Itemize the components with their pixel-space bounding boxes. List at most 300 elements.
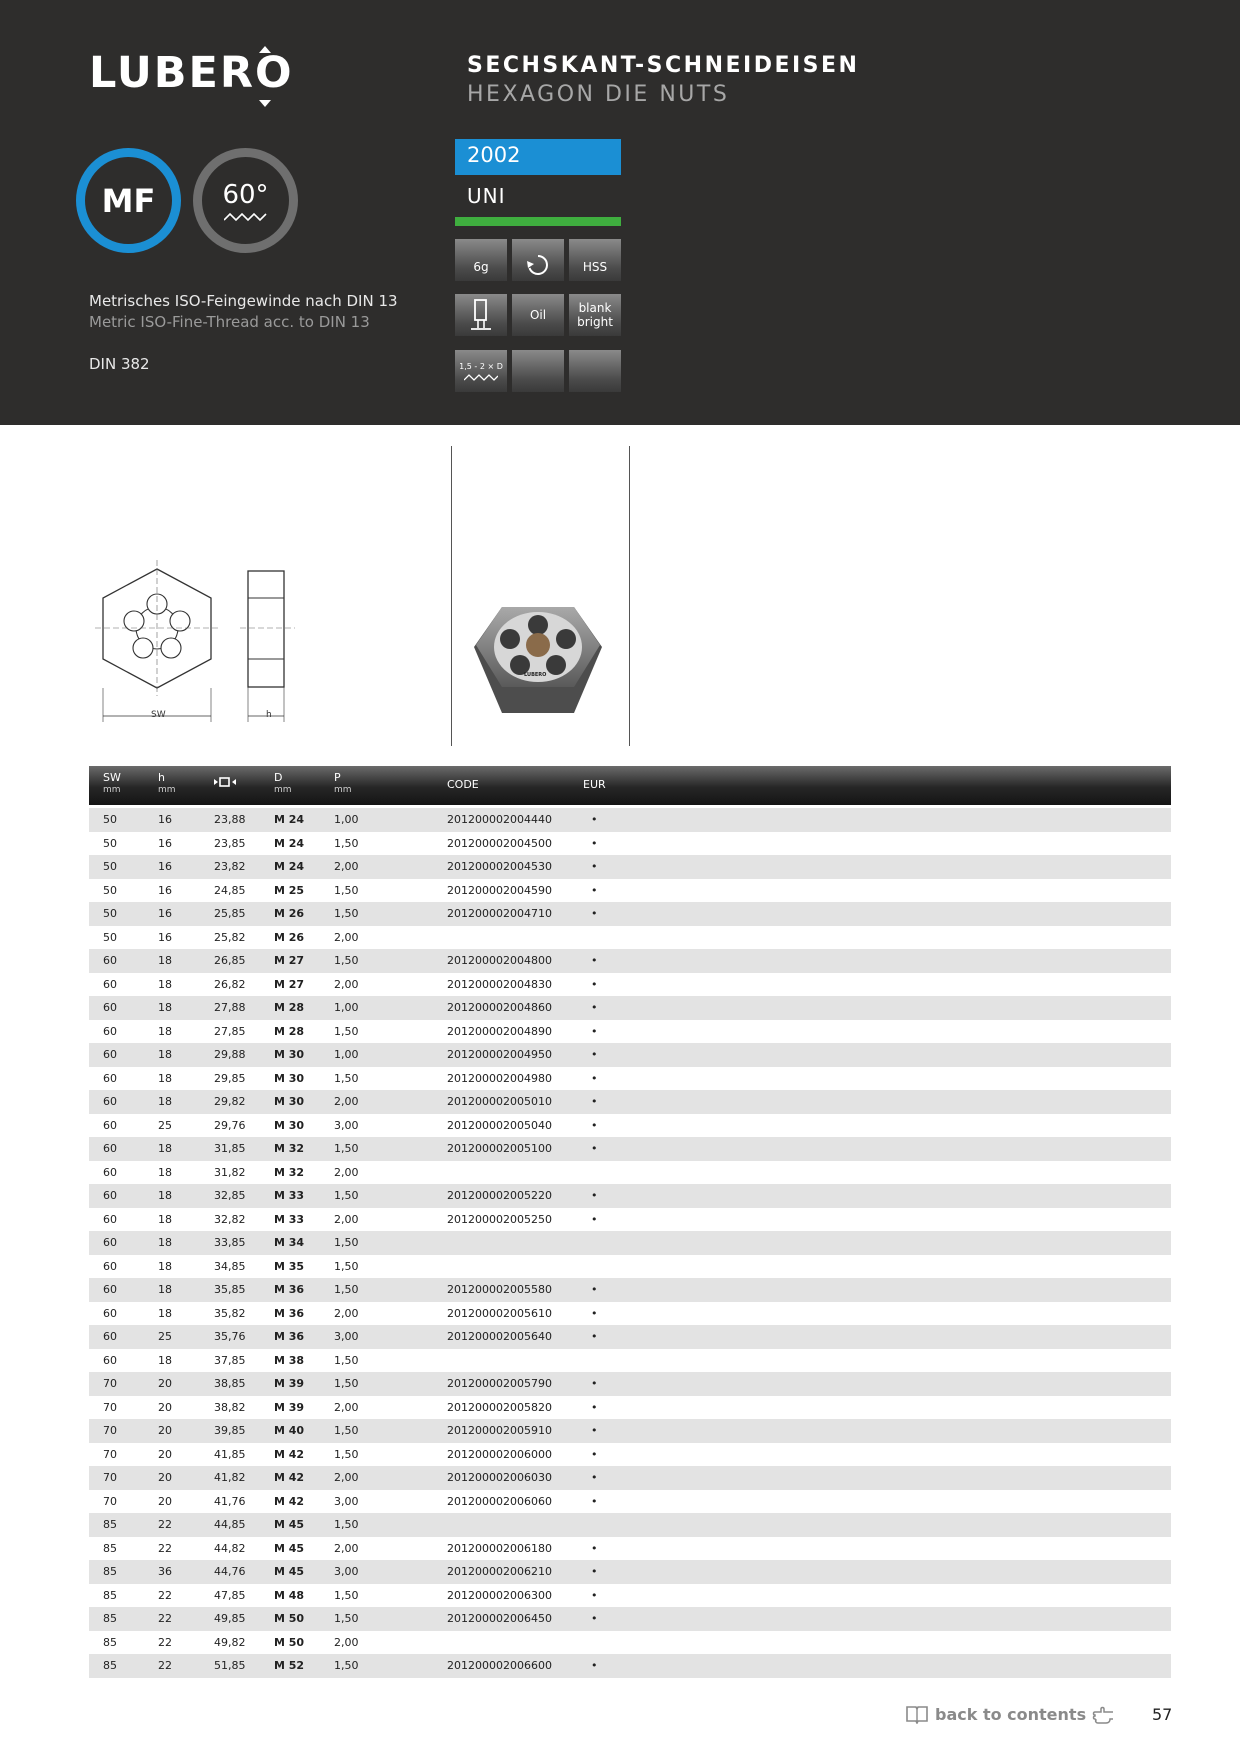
cell-sw: 50 — [103, 860, 117, 873]
cell-h: 18 — [158, 1001, 172, 1014]
cell-d: M 34 — [274, 1236, 305, 1249]
cell-eur: • — [591, 1659, 598, 1672]
page-title-en: HEXAGON DIE NUTS — [467, 82, 730, 107]
cell-p: 1,00 — [334, 1001, 359, 1014]
cell-d1: 39,85 — [214, 1424, 246, 1437]
cell-d: M 38 — [274, 1353, 305, 1367]
cell-code: 201200002006450 — [447, 1612, 552, 1625]
cell-sw: 85 — [103, 1612, 117, 1625]
table-row — [89, 1043, 1171, 1067]
cell-d1: 41,85 — [214, 1447, 246, 1461]
cell-d: M 45 — [274, 1565, 305, 1578]
cell-h: 20 — [158, 1400, 172, 1414]
table-row — [89, 1114, 1171, 1138]
table-row — [89, 1090, 1171, 1114]
rotation-icon — [525, 252, 551, 278]
product-type: UNI — [467, 184, 506, 208]
cell-eur: • — [591, 1071, 598, 1085]
cell-code: 201200002006180 — [447, 1541, 552, 1555]
cell-d: M 39 — [274, 1377, 305, 1390]
cell-sw: 60 — [103, 1259, 117, 1273]
table-row — [89, 1020, 1171, 1044]
tile-coolant — [512, 294, 564, 336]
table-row — [89, 973, 1171, 997]
cell-code: 201200002004860 — [447, 1001, 552, 1014]
cell-d: M 28 — [274, 1001, 305, 1014]
table-row — [89, 832, 1171, 856]
cell-sw: 50 — [103, 907, 117, 920]
table-row — [89, 1184, 1171, 1208]
cell-eur: • — [591, 1377, 598, 1390]
cell-d: M 24 — [274, 860, 305, 873]
cell-sw: 60 — [103, 1330, 117, 1343]
table-row — [89, 1278, 1171, 1302]
cell-p: 1,50 — [334, 1424, 359, 1437]
cell-code: 201200002005610 — [447, 1306, 552, 1320]
cell-h: 18 — [158, 1259, 172, 1273]
cell-d1: 35,76 — [214, 1330, 246, 1343]
cell-h: 22 — [158, 1659, 172, 1672]
cell-eur: • — [591, 1400, 598, 1414]
cell-p: 2,00 — [334, 1400, 359, 1414]
cell-h: 20 — [158, 1424, 172, 1437]
cell-d1: 26,82 — [214, 977, 246, 991]
cell-h: 20 — [158, 1471, 172, 1484]
cell-code: 201200002006000 — [447, 1447, 552, 1461]
cell-code: 201200002006210 — [447, 1565, 552, 1578]
cell-eur: • — [591, 907, 598, 920]
cell-code: 201200002005820 — [447, 1400, 552, 1414]
cell-h: 16 — [158, 930, 172, 944]
cell-code: 201200002005580 — [447, 1283, 552, 1296]
cell-d: M 33 — [274, 1189, 305, 1202]
cell-sw: 60 — [103, 1024, 117, 1038]
cell-p: 1,50 — [334, 1189, 359, 1202]
cell-eur: • — [591, 1212, 598, 1226]
cell-h: 18 — [158, 1071, 172, 1085]
cell-p: 1,50 — [334, 907, 359, 920]
table-row — [89, 879, 1171, 903]
angle-badge — [193, 148, 298, 253]
cell-sw: 60 — [103, 954, 117, 967]
back-to-contents-link[interactable] — [905, 1704, 1114, 1724]
cell-h: 22 — [158, 1541, 172, 1555]
cell-d1: 25,82 — [214, 930, 246, 944]
cell-d1: 23,88 — [214, 813, 246, 826]
cell-p: 2,00 — [334, 1306, 359, 1320]
cell-eur: • — [591, 1612, 598, 1625]
cell-p: 1,50 — [334, 1071, 359, 1085]
cell-sw: 60 — [103, 1071, 117, 1085]
cell-sw: 85 — [103, 1518, 117, 1531]
cell-d1: 41,76 — [214, 1494, 246, 1508]
cell-d: M 32 — [274, 1165, 305, 1179]
tile-empty-1 — [512, 350, 564, 392]
cell-d1: 47,85 — [214, 1588, 246, 1602]
cell-h: 22 — [158, 1612, 172, 1625]
cell-d: M 42 — [274, 1471, 305, 1484]
table-row — [89, 1631, 1171, 1655]
cell-p: 1,50 — [334, 1024, 359, 1038]
back-to-contents-label: back to contents — [935, 1704, 1087, 1724]
cell-p: 1,50 — [334, 1518, 359, 1531]
cell-d: M 24 — [274, 836, 305, 850]
cell-h: 18 — [158, 954, 172, 967]
cell-h: 22 — [158, 1635, 172, 1649]
cell-p: 3,00 — [334, 1494, 359, 1508]
table-row — [89, 1419, 1171, 1443]
cell-h: 18 — [158, 1142, 172, 1155]
table-body — [89, 808, 1171, 1678]
cell-h: 18 — [158, 1236, 172, 1249]
cell-p: 2,00 — [334, 1165, 359, 1179]
tile-tolerance-label: 6g — [473, 260, 489, 274]
cell-code: 201200002005790 — [447, 1377, 552, 1390]
cell-sw: 60 — [103, 977, 117, 991]
cell-code: 201200002004530 — [447, 860, 552, 873]
cell-eur: • — [591, 954, 598, 967]
cell-eur: • — [591, 1471, 598, 1484]
cell-eur: • — [591, 1330, 598, 1343]
cell-sw: 50 — [103, 930, 117, 944]
table-row — [89, 1255, 1171, 1279]
thread-depth-icon — [464, 374, 498, 382]
cell-d: M 30 — [274, 1071, 305, 1085]
cell-code: 201200002005220 — [447, 1189, 552, 1202]
drawing-sw-label: SW — [151, 710, 166, 720]
cell-d1: 29,76 — [214, 1118, 246, 1132]
tile-surface-label: blank bright — [577, 301, 613, 329]
table-row — [89, 1372, 1171, 1396]
table-row — [89, 1654, 1171, 1678]
cell-eur: • — [591, 860, 598, 873]
table-row — [89, 855, 1171, 879]
tile-surface — [569, 294, 621, 336]
tile-material-label: HSS — [582, 260, 608, 274]
table-row — [89, 1607, 1171, 1631]
cell-code: 201200002006300 — [447, 1588, 552, 1602]
cell-h: 25 — [158, 1118, 172, 1132]
svg-text:LUBERO: LUBERO — [524, 672, 547, 678]
cell-h: 18 — [158, 1353, 172, 1367]
cell-d1: 32,82 — [214, 1212, 246, 1226]
cell-h: 18 — [158, 1212, 172, 1226]
table-row — [89, 1396, 1171, 1420]
logo-mark-bottom — [259, 100, 271, 107]
cell-d1: 37,85 — [214, 1353, 246, 1367]
cell-eur: • — [591, 1424, 598, 1437]
cell-h: 16 — [158, 813, 172, 826]
cell-d1: 31,85 — [214, 1142, 246, 1155]
cell-d1: 51,85 — [214, 1659, 246, 1672]
cell-h: 18 — [158, 1024, 172, 1038]
table-row — [89, 1443, 1171, 1467]
cell-eur: • — [591, 1095, 598, 1108]
cell-sw: 85 — [103, 1659, 117, 1672]
cell-eur: • — [591, 1118, 598, 1132]
type-color-bar — [455, 217, 621, 226]
cell-d: M 35 — [274, 1259, 305, 1273]
pointing-hand-icon — [1092, 1704, 1114, 1724]
cell-d1: 29,82 — [214, 1095, 246, 1108]
cell-sw: 50 — [103, 883, 117, 897]
cell-d: M 40 — [274, 1424, 305, 1437]
cell-d1: 49,82 — [214, 1635, 246, 1649]
cell-sw: 70 — [103, 1494, 117, 1508]
cell-d: M 33 — [274, 1212, 305, 1226]
cell-sw: 60 — [103, 1165, 117, 1179]
cell-d: M 36 — [274, 1306, 305, 1320]
cell-d: M 26 — [274, 907, 305, 920]
cell-h: 22 — [158, 1588, 172, 1602]
cell-sw: 60 — [103, 1048, 117, 1061]
cell-code: 201200002006600 — [447, 1659, 552, 1672]
cell-d: M 28 — [274, 1024, 305, 1038]
cell-sw: 85 — [103, 1635, 117, 1649]
cell-p: 1,00 — [334, 813, 359, 826]
cell-d1: 29,85 — [214, 1071, 246, 1085]
cell-d1: 44,85 — [214, 1518, 246, 1531]
logo-text: LUBERO — [89, 48, 294, 98]
cell-d: M 27 — [274, 954, 305, 967]
cell-d1: 35,85 — [214, 1283, 246, 1296]
cell-d: M 45 — [274, 1518, 305, 1531]
cell-eur: • — [591, 977, 598, 991]
table-row — [89, 1067, 1171, 1091]
cell-sw: 60 — [103, 1353, 117, 1367]
cell-p: 1,00 — [334, 1048, 359, 1061]
cell-sw: 60 — [103, 1189, 117, 1202]
cell-sw: 60 — [103, 1212, 117, 1226]
cell-d: M 52 — [274, 1659, 305, 1672]
cell-sw: 70 — [103, 1424, 117, 1437]
cell-d: M 42 — [274, 1494, 305, 1508]
cell-eur: • — [591, 1494, 598, 1508]
cell-eur: • — [591, 1565, 598, 1578]
cell-code: 201200002004800 — [447, 954, 552, 967]
tile-material — [569, 239, 621, 281]
mf-badge — [76, 148, 181, 253]
cell-p: 1,50 — [334, 1236, 359, 1249]
divider-right — [629, 446, 630, 746]
cell-code: 201200002005010 — [447, 1095, 552, 1108]
cell-sw: 60 — [103, 1095, 117, 1108]
cell-d: M 25 — [274, 883, 305, 897]
cell-code: 201200002005910 — [447, 1424, 552, 1437]
cell-d1: 32,85 — [214, 1189, 246, 1202]
page-title-de: SECHSKANT-SCHNEIDEISEN — [467, 53, 860, 78]
cell-sw: 60 — [103, 1283, 117, 1296]
cell-d: M 26 — [274, 930, 305, 944]
cell-p: 1,50 — [334, 1377, 359, 1390]
book-icon — [905, 1704, 929, 1724]
cell-code: 201200002005040 — [447, 1118, 552, 1132]
cell-eur: • — [591, 883, 598, 897]
cell-p: 1,50 — [334, 836, 359, 850]
divider-left — [451, 446, 452, 746]
thread-wave-icon — [224, 212, 268, 222]
cell-d1: 44,76 — [214, 1565, 246, 1578]
cell-eur: • — [591, 813, 598, 826]
cell-p: 1,50 — [334, 1659, 359, 1672]
th-diameter — [214, 776, 236, 791]
table-row — [89, 926, 1171, 950]
cell-h: 18 — [158, 1095, 172, 1108]
cell-eur: • — [591, 1541, 598, 1555]
cell-sw: 70 — [103, 1471, 117, 1484]
cell-d: M 30 — [274, 1118, 305, 1132]
cell-sw: 70 — [103, 1400, 117, 1414]
cell-p: 1,50 — [334, 1447, 359, 1461]
cell-h: 20 — [158, 1494, 172, 1508]
cell-code: 201200002004830 — [447, 977, 552, 991]
cell-code: 201200002006030 — [447, 1471, 552, 1484]
th-h: h mm — [158, 771, 176, 795]
cell-p: 1,50 — [334, 883, 359, 897]
table-row — [89, 1137, 1171, 1161]
cell-p: 2,00 — [334, 930, 359, 944]
tile-thread-depth-label: 1,5 - 2 × D — [459, 362, 503, 371]
table-row — [89, 902, 1171, 926]
cell-sw: 50 — [103, 836, 117, 850]
cell-p: 2,00 — [334, 977, 359, 991]
table-header — [89, 766, 1171, 805]
cell-p: 2,00 — [334, 1635, 359, 1649]
cell-sw: 60 — [103, 1001, 117, 1014]
table-row — [89, 996, 1171, 1020]
cell-d1: 34,85 — [214, 1259, 246, 1273]
table-row — [89, 1325, 1171, 1349]
mf-badge-label: MF — [101, 181, 156, 220]
cell-sw: 60 — [103, 1142, 117, 1155]
cell-d1: 35,82 — [214, 1306, 246, 1320]
table-row — [89, 1466, 1171, 1490]
tile-tolerance — [455, 239, 507, 281]
cell-eur: • — [591, 1142, 598, 1155]
cell-eur: • — [591, 1189, 598, 1202]
cell-code: 201200002005250 — [447, 1212, 552, 1226]
cell-d: M 36 — [274, 1283, 305, 1296]
cell-p: 3,00 — [334, 1565, 359, 1578]
cell-d1: 29,88 — [214, 1048, 246, 1061]
tile-spindle — [455, 294, 507, 336]
cell-code: 201200002004890 — [447, 1024, 552, 1038]
table-row — [89, 1161, 1171, 1185]
cell-sw: 85 — [103, 1565, 117, 1578]
cell-h: 20 — [158, 1447, 172, 1461]
cell-sw: 50 — [103, 813, 117, 826]
cell-d1: 27,88 — [214, 1001, 246, 1014]
cell-d1: 44,82 — [214, 1541, 246, 1555]
cell-p: 1,50 — [334, 1612, 359, 1625]
table-row — [89, 1349, 1171, 1373]
th-sw: SW mm — [103, 771, 121, 795]
tile-thread-depth — [455, 350, 507, 392]
cell-h: 18 — [158, 1283, 172, 1296]
th-eur: EUR — [583, 778, 606, 791]
cell-d: M 24 — [274, 813, 305, 826]
cell-h: 18 — [158, 977, 172, 991]
product-photo — [472, 605, 604, 717]
cell-d: M 45 — [274, 1541, 305, 1555]
cell-d: M 30 — [274, 1048, 305, 1061]
table-row — [89, 949, 1171, 973]
table-row — [89, 1537, 1171, 1561]
description-de: Metrisches ISO-Feingewinde nach DIN 13 — [89, 292, 398, 310]
table-row — [89, 1208, 1171, 1232]
cell-h: 16 — [158, 860, 172, 873]
cell-h: 20 — [158, 1377, 172, 1390]
cell-d1: 38,85 — [214, 1377, 246, 1390]
cell-code: 201200002005100 — [447, 1142, 552, 1155]
cell-code: 201200002004950 — [447, 1048, 552, 1061]
table-row — [89, 1513, 1171, 1537]
cell-d1: 24,85 — [214, 883, 246, 897]
cell-d1: 33,85 — [214, 1236, 246, 1249]
th-code: CODE — [447, 778, 479, 791]
cell-d1: 26,85 — [214, 954, 246, 967]
cell-h: 16 — [158, 883, 172, 897]
cell-p: 1,50 — [334, 954, 359, 967]
table-row — [89, 1490, 1171, 1514]
cell-d1: 23,85 — [214, 836, 246, 850]
cell-code: 201200002004440 — [447, 813, 552, 826]
cell-d: M 42 — [274, 1447, 305, 1461]
cell-p: 1,50 — [334, 1353, 359, 1367]
cell-p: 3,00 — [334, 1118, 359, 1132]
page-number: 57 — [1152, 1705, 1173, 1724]
cell-p: 1,50 — [334, 1283, 359, 1296]
cell-h: 22 — [158, 1518, 172, 1531]
header-band — [0, 0, 1240, 425]
cell-sw: 85 — [103, 1588, 117, 1602]
cell-eur: • — [591, 1588, 598, 1602]
cell-sw: 60 — [103, 1306, 117, 1320]
cell-code: 201200002004500 — [447, 836, 552, 850]
cell-h: 18 — [158, 1165, 172, 1179]
cell-h: 16 — [158, 836, 172, 850]
cell-p: 3,00 — [334, 1330, 359, 1343]
cell-d: M 36 — [274, 1330, 305, 1343]
cell-h: 18 — [158, 1306, 172, 1320]
cell-code: 201200002004980 — [447, 1071, 552, 1085]
cell-sw: 70 — [103, 1377, 117, 1390]
cell-p: 2,00 — [334, 860, 359, 873]
cell-h: 25 — [158, 1330, 172, 1343]
cell-p: 2,00 — [334, 1541, 359, 1555]
cell-sw: 85 — [103, 1541, 117, 1555]
cell-p: 2,00 — [334, 1212, 359, 1226]
cell-h: 16 — [158, 907, 172, 920]
cell-p: 1,50 — [334, 1588, 359, 1602]
th-p: P mm — [334, 771, 352, 795]
cell-eur: • — [591, 1024, 598, 1038]
cell-p: 1,50 — [334, 1142, 359, 1155]
cell-d: M 48 — [274, 1588, 305, 1602]
angle-badge-label: 60° — [222, 179, 269, 210]
cell-sw: 60 — [103, 1236, 117, 1249]
drawing-h-label: h — [266, 710, 272, 720]
cell-code: 201200002004590 — [447, 883, 552, 897]
diameter-icon — [214, 776, 236, 788]
table-row — [89, 808, 1171, 832]
cell-sw: 60 — [103, 1118, 117, 1132]
product-code: 2002 — [467, 143, 521, 167]
cell-d: M 32 — [274, 1142, 305, 1155]
cell-d1: 38,82 — [214, 1400, 246, 1414]
cell-d: M 50 — [274, 1635, 305, 1649]
cell-eur: • — [591, 836, 598, 850]
